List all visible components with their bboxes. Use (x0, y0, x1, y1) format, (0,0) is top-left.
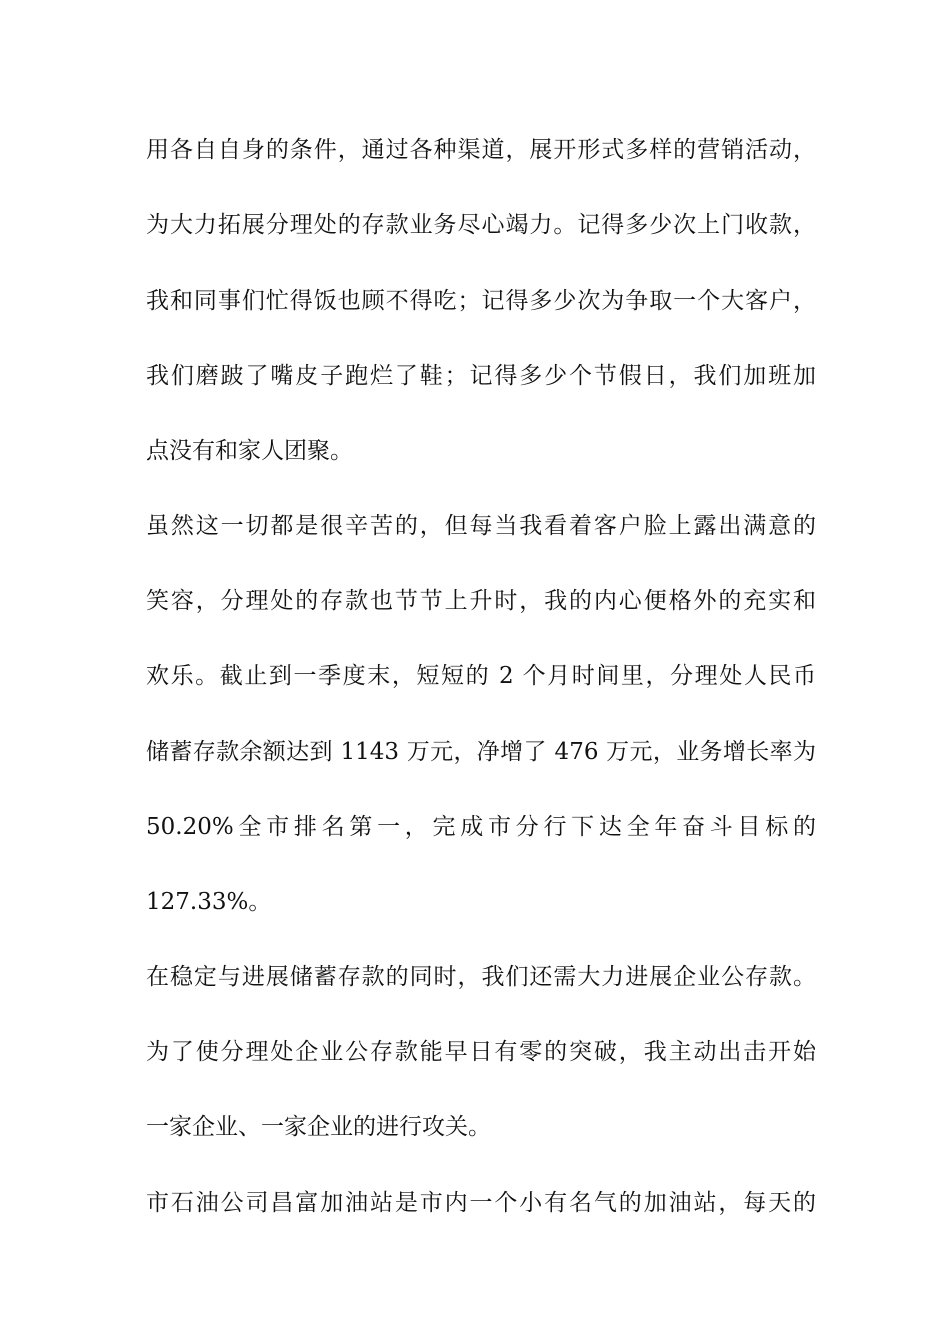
paragraph-3-line-3: 一家企业、一家企业的进行攻关。 (146, 1114, 491, 1140)
paragraph-3-line-2: 为了使分理处企业公存款能早日有零的突破，我主动出击开始 (146, 1039, 816, 1065)
paragraph-2-line-4: 储蓄存款余额达到 1143 万元，净增了 476 万元，业务增长率为 (146, 739, 816, 765)
paragraph-3-line-1: 在稳定与进展储蓄存款的同时，我们还需大力进展企业公存款。 (146, 964, 816, 990)
paragraph-1-line-3: 我和同事们忙得饭也顾不得吃；记得多少次为争取一个大客户， (146, 288, 816, 314)
paragraph-2-line-3: 欢乐。截止到一季度末，短短的 2 个月时间里，分理处人民币 (146, 663, 816, 689)
paragraph-4-line-1: 市石油公司昌富加油站是市内一个小有名气的加油站，每天的 (146, 1190, 816, 1216)
paragraph-2-line-1: 虽然这一切都是很辛苦的，但每当我看着客户脸上露出满意的 (146, 513, 816, 539)
paragraph-2-line-6: 127.33%。 (146, 889, 272, 915)
paragraph-2-line-2: 笑容，分理处的存款也节节上升时，我的内心便格外的充实和 (146, 588, 816, 614)
paragraph-1-line-1: 用各自自身的条件，通过各种渠道，展开形式多样的营销活动， (146, 137, 816, 163)
paragraph-1-line-2: 为大力拓展分理处的存款业务尽心竭力。记得多少次上门收款， (146, 212, 816, 238)
paragraph-1-line-4: 我们磨跛了嘴皮子跑烂了鞋；记得多少个节假日，我们加班加 (146, 363, 816, 389)
paragraph-1-line-5: 点没有和家人团聚。 (146, 438, 353, 464)
paragraph-2-line-5: 50.20%全市排名第一，完成市分行下达全年奋斗目标的 (146, 814, 816, 840)
